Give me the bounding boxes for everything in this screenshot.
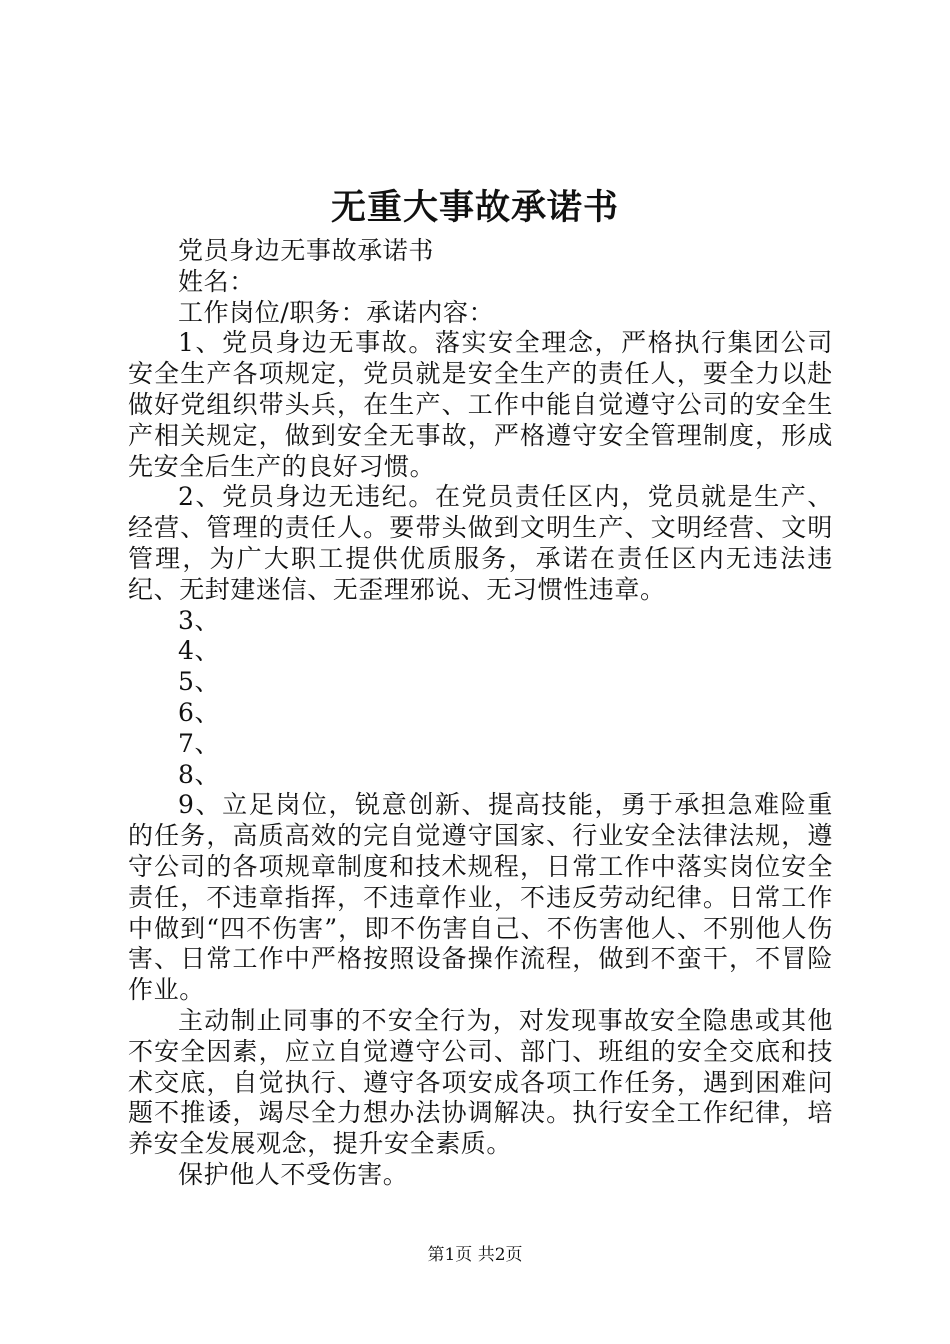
- paragraph-protect-others: 保护他人不受伤害。: [178, 1159, 409, 1189]
- paragraph-item-3: 3、: [178, 605, 221, 635]
- document-body: [128, 236, 833, 1191]
- page-number-footer: 第1页 共2页: [427, 1245, 523, 1265]
- paragraph-item-1: 1、党员身边无事故。落实安全理念，严格执行集团公司安全生产各项规定，党员就是安全生产的责任人，要全力以赴做好党组织带头兵，在生产、工作中能自觉遵守公司的安全生产相关规定，做到安全无事故，严格遵守安全管理制度，形成先安全后生产的良好习惯。: [128, 328, 833, 481]
- document-title: 无重大事故承诺书: [330, 187, 619, 228]
- paragraph-name-field: 姓名：: [178, 266, 255, 296]
- paragraph-subtitle: 党员身边无事故承诺书: [178, 236, 435, 265]
- paragraph-item-8: 8、: [178, 759, 221, 789]
- paragraph-position-field: 工作岗位/职务：承诺内容：: [178, 297, 495, 327]
- paragraph-proactive-safety: 主动制止同事的不安全行为，对发现事故安全隐患或其他不安全因素，应立自觉遵守公司、部门、班组的安全交底和技术交底，自觉执行、遵守各项安成各项工作任务，遇到困难问题不推诿，竭尽全力想办法协调解决。执行安全工作纪律，培养安全发展观念，提升安全素质。: [128, 1005, 833, 1159]
- paragraph-item-7: 7、: [178, 728, 221, 758]
- paragraph-item-9: 9、立足岗位，锐意创新、提高技能，勇于承担急难险重的任务，高质高效的完自觉遵守国家、行业安全法律法规，遵守公司的各项规章制度和技术规程，日常工作中落实岗位安全责任，不违章指挥，不违章作业，不违反劳动纪律。日常工作中做到“四不伤害”，即不伤害自己、不伤害他人、不别他人伤害、日常工作中严格按照设备操作流程，做到不蛮干，不冒险作业。: [128, 790, 833, 1005]
- paragraph-item-2: 2、党员身边无违纪。在党员责任区内，党员就是生产、经营、管理的责任人。要带头做到文明生产、文明经营、文明管理，为广大职工提供优质服务，承诺在责任区内无违法违纪、无封建迷信、无歪理邪说、无习惯性违章。: [128, 482, 833, 604]
- paragraph-item-4: 4、: [178, 636, 221, 666]
- paragraph-item-6: 6、: [178, 697, 221, 727]
- paragraph-item-5: 5、: [178, 667, 221, 697]
